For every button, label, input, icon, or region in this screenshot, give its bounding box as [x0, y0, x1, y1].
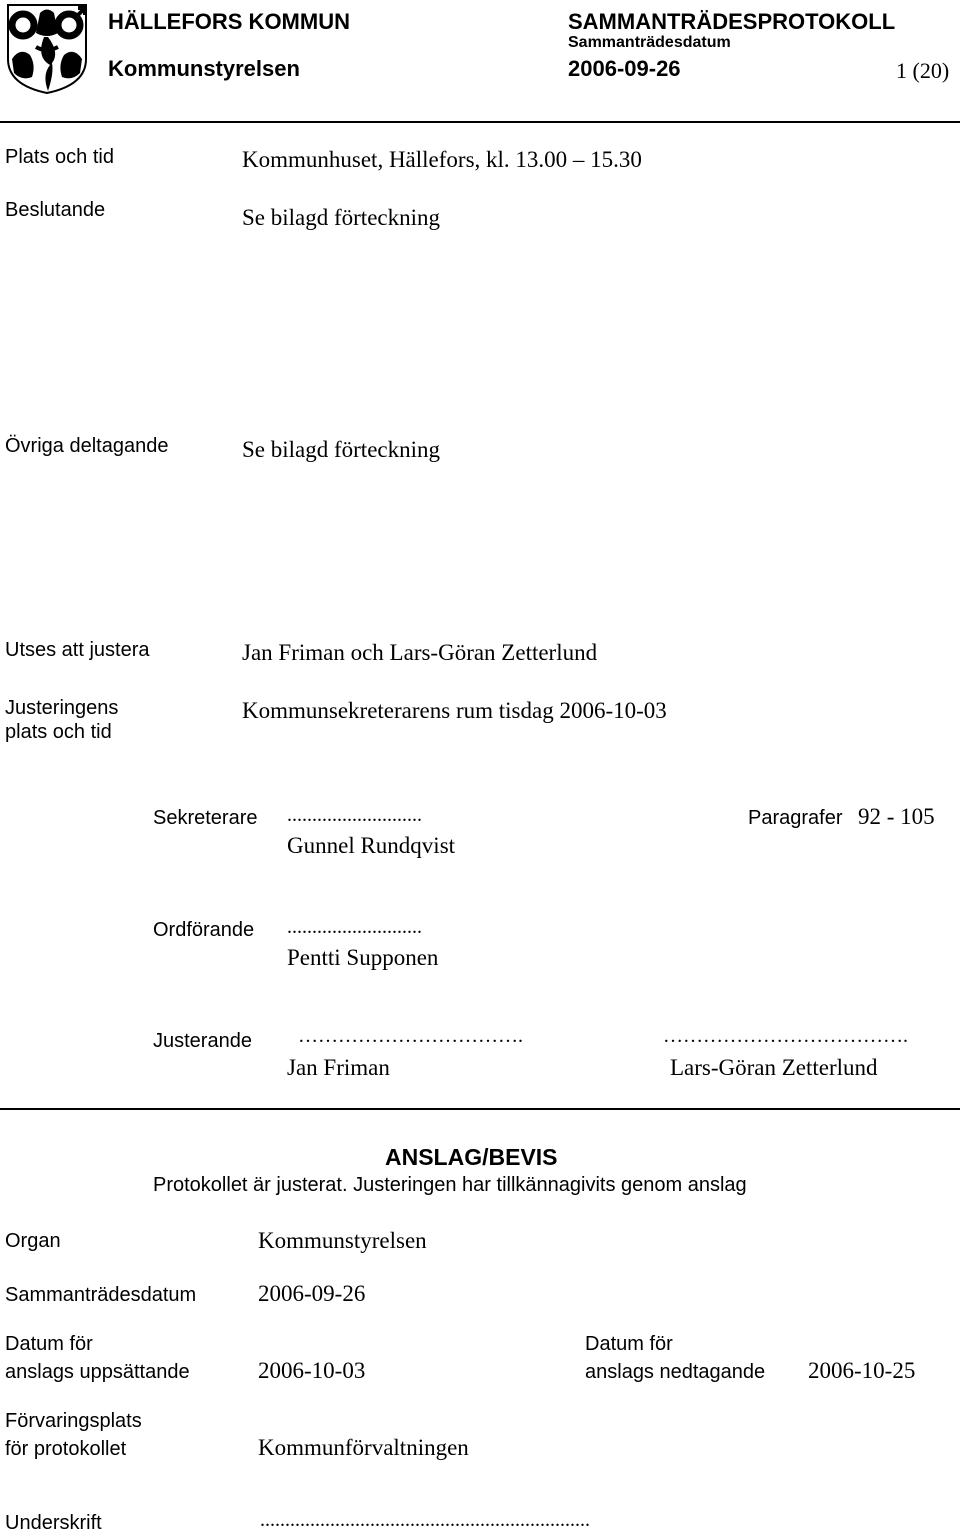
nedtagande-label-line2: anslags nedtagande: [585, 1361, 766, 1383]
meeting-date: 2006-09-26: [568, 56, 681, 81]
sammantradesdatum-label: Sammanträdesdatum: [5, 1284, 197, 1306]
committee-name: Kommunstyrelsen: [108, 56, 300, 81]
uppsattande-label-line1: Datum för: [5, 1333, 93, 1355]
sammantradesdatum-value: 2006-09-26: [258, 1281, 366, 1306]
municipality-name: HÄLLEFORS KOMMUN: [108, 9, 350, 34]
justerande-signature-line-1: …………………………….: [298, 1025, 523, 1047]
justeringens-label-line1: Justeringens: [5, 697, 119, 719]
page-number: 1 (20): [896, 58, 950, 83]
anslag-subtitle: Protokollet är justerat. Justeringen har tillkännagivits genom anslag: [153, 1174, 747, 1196]
anslag-divider: [0, 1108, 960, 1110]
uppsattande-label-line2: anslags uppsättande: [5, 1361, 190, 1383]
organ-label: Organ: [5, 1230, 61, 1252]
uppsattande-value: 2006-10-03: [258, 1358, 366, 1383]
ordforande-label: Ordförande: [153, 919, 255, 941]
forvaring-value: Kommunförvaltningen: [258, 1435, 469, 1460]
ovriga-value: Se bilagd förteckning: [242, 437, 441, 462]
organ-value: Kommunstyrelsen: [258, 1228, 427, 1253]
forvaring-label-line1: Förvaringsplats: [5, 1410, 142, 1432]
nedtagande-value: 2006-10-25: [808, 1358, 916, 1383]
plats-label: Plats och tid: [5, 146, 114, 168]
header-divider: [0, 121, 960, 123]
anslag-title: ANSLAG/BEVIS: [385, 1144, 558, 1170]
justeringens-value: Kommunsekreterarens rum tisdag 2006-10-03: [242, 698, 667, 723]
justerande-label: Justerande: [153, 1030, 252, 1052]
justerande-signature-line-2: ……………………………….: [663, 1025, 908, 1047]
justerande-name-1: Jan Friman: [287, 1055, 390, 1080]
underskrift-signature-line: ..................................................................: [260, 1509, 590, 1531]
ordforande-name: Pentti Supponen: [287, 945, 439, 970]
plats-value: Kommunhuset, Hällefors, kl. 13.00 – 15.30: [242, 147, 642, 172]
justerande-name-2: Lars-Göran Zetterlund: [670, 1055, 878, 1080]
utses-label: Utses att justera: [5, 639, 150, 661]
beslutande-label: Beslutande: [5, 199, 106, 221]
sekreterare-label: Sekreterare: [153, 807, 258, 829]
beslutande-value: Se bilagd förteckning: [242, 205, 441, 230]
underskrift-label: Underskrift: [5, 1512, 102, 1534]
ordforande-signature-line: ...........................: [287, 916, 422, 938]
municipal-coat-of-arms-icon: [6, 3, 88, 95]
paragrafer-value: 92 - 105: [858, 804, 935, 829]
nedtagande-label-line1: Datum för: [585, 1333, 673, 1355]
document-type: SAMMANTRÄDESPROTOKOLL: [568, 9, 896, 34]
justeringens-label-line2: plats och tid: [5, 721, 112, 743]
paragrafer-label: Paragrafer: [748, 807, 843, 829]
meeting-date-label: Sammanträdesdatum: [568, 34, 731, 51]
ovriga-label: Övriga deltagande: [5, 435, 169, 457]
sekreterare-name: Gunnel Rundqvist: [287, 833, 456, 858]
forvaring-label-line2: för protokollet: [5, 1438, 127, 1460]
sekreterare-signature-line: ...........................: [287, 804, 422, 826]
utses-value: Jan Friman och Lars-Göran Zetterlund: [242, 640, 598, 665]
